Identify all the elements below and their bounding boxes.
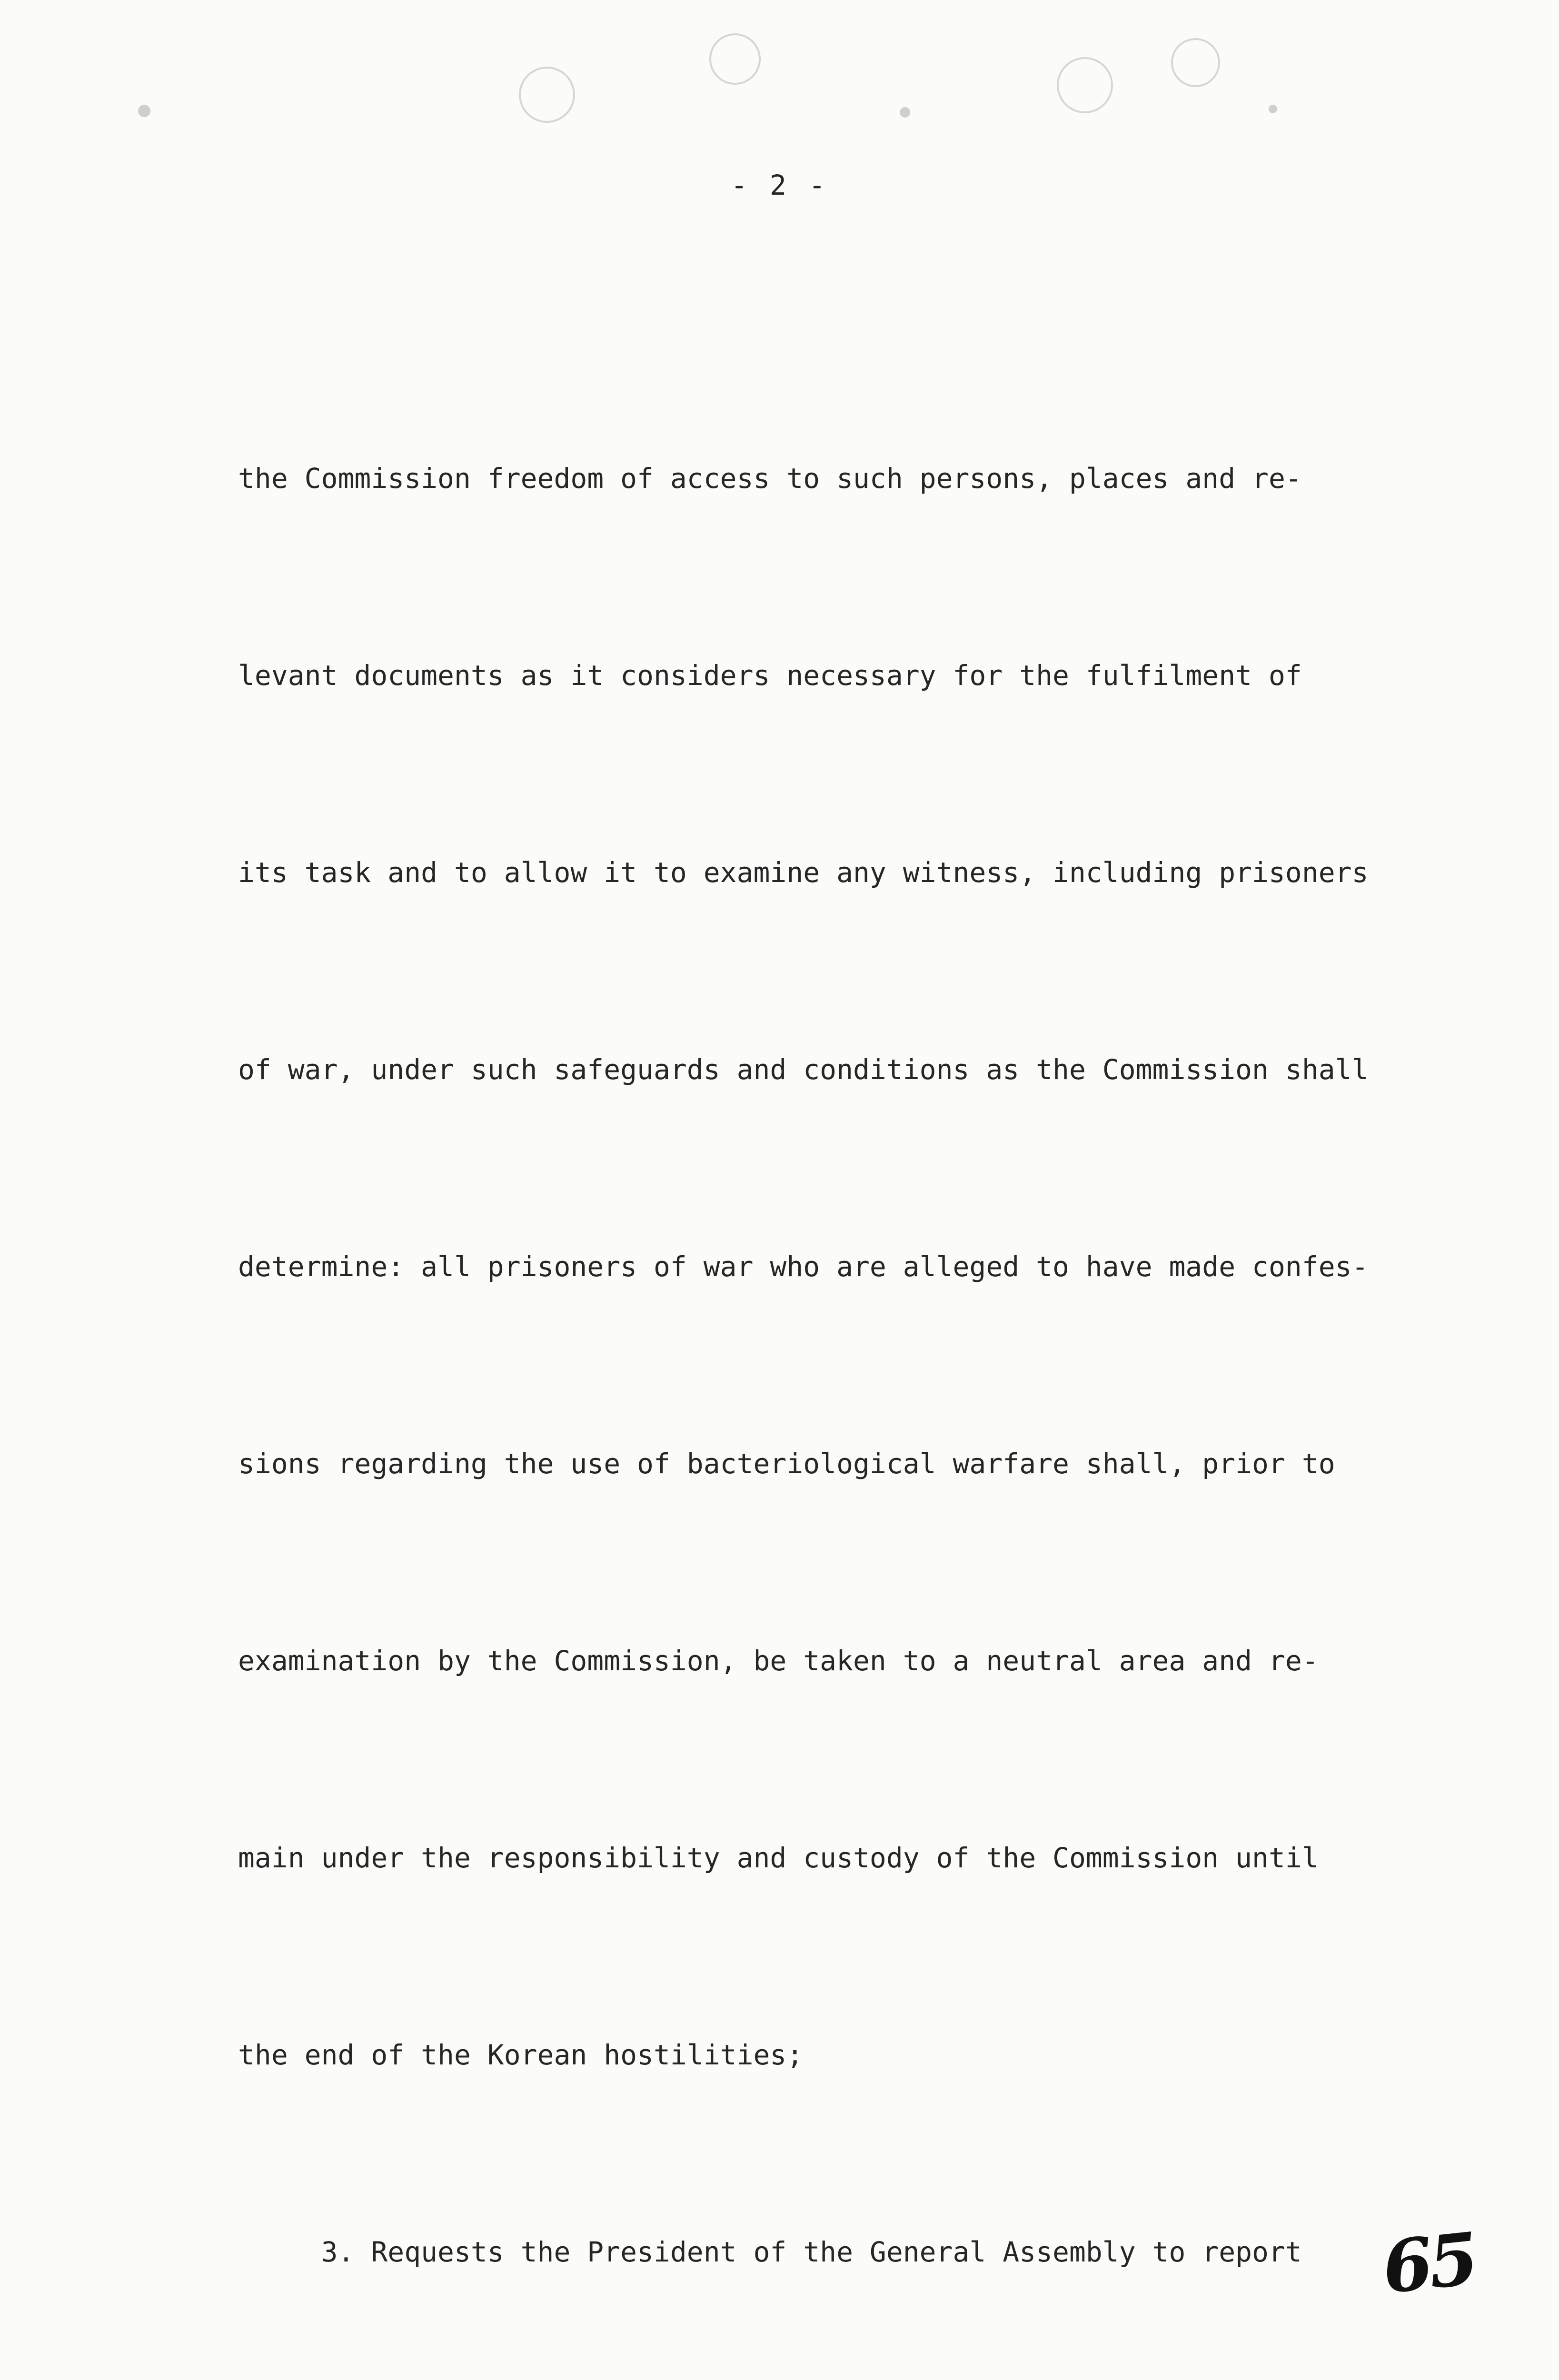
text-line: the end of the Korean hostilities; bbox=[238, 2039, 804, 2071]
page-number: - 2 - bbox=[731, 169, 828, 201]
text-line: of war, under such safeguards and conditions as the Commission shall bbox=[238, 1053, 1369, 1086]
punch-hole-2 bbox=[709, 33, 761, 85]
text-line: sions regarding the use of bacteriological warfare shall, prior to bbox=[238, 1448, 1335, 1480]
punch-hole-3 bbox=[1057, 57, 1113, 113]
text-line: the Commission freedom of access to such persons, places and re- bbox=[238, 462, 1302, 495]
text-line: determine: all prisoners of war who are alleged to have made confes- bbox=[238, 1250, 1369, 1283]
resolution-text bbox=[238, 314, 1409, 2380]
paper-mark-3 bbox=[1269, 105, 1277, 113]
text-line: 3. Requests the President of the General Assembly to report bbox=[238, 2236, 1302, 2268]
punch-hole-1 bbox=[519, 67, 575, 123]
text-line: levant documents as it considers necessary for the fulfilment of bbox=[238, 659, 1302, 692]
paper-mark-2 bbox=[900, 107, 910, 118]
text-line: its task and to allow it to examine any witness, including prisoners bbox=[238, 856, 1369, 889]
paper-mark-1 bbox=[138, 105, 150, 117]
text-line: examination by the Commission, be taken to a neutral area and re- bbox=[238, 1645, 1319, 1677]
punch-hole-4 bbox=[1171, 38, 1220, 87]
text-line: main under the responsibility and custody of the Commission until bbox=[238, 1842, 1319, 1874]
handwritten-page-number: 65 bbox=[1379, 2217, 1479, 2310]
